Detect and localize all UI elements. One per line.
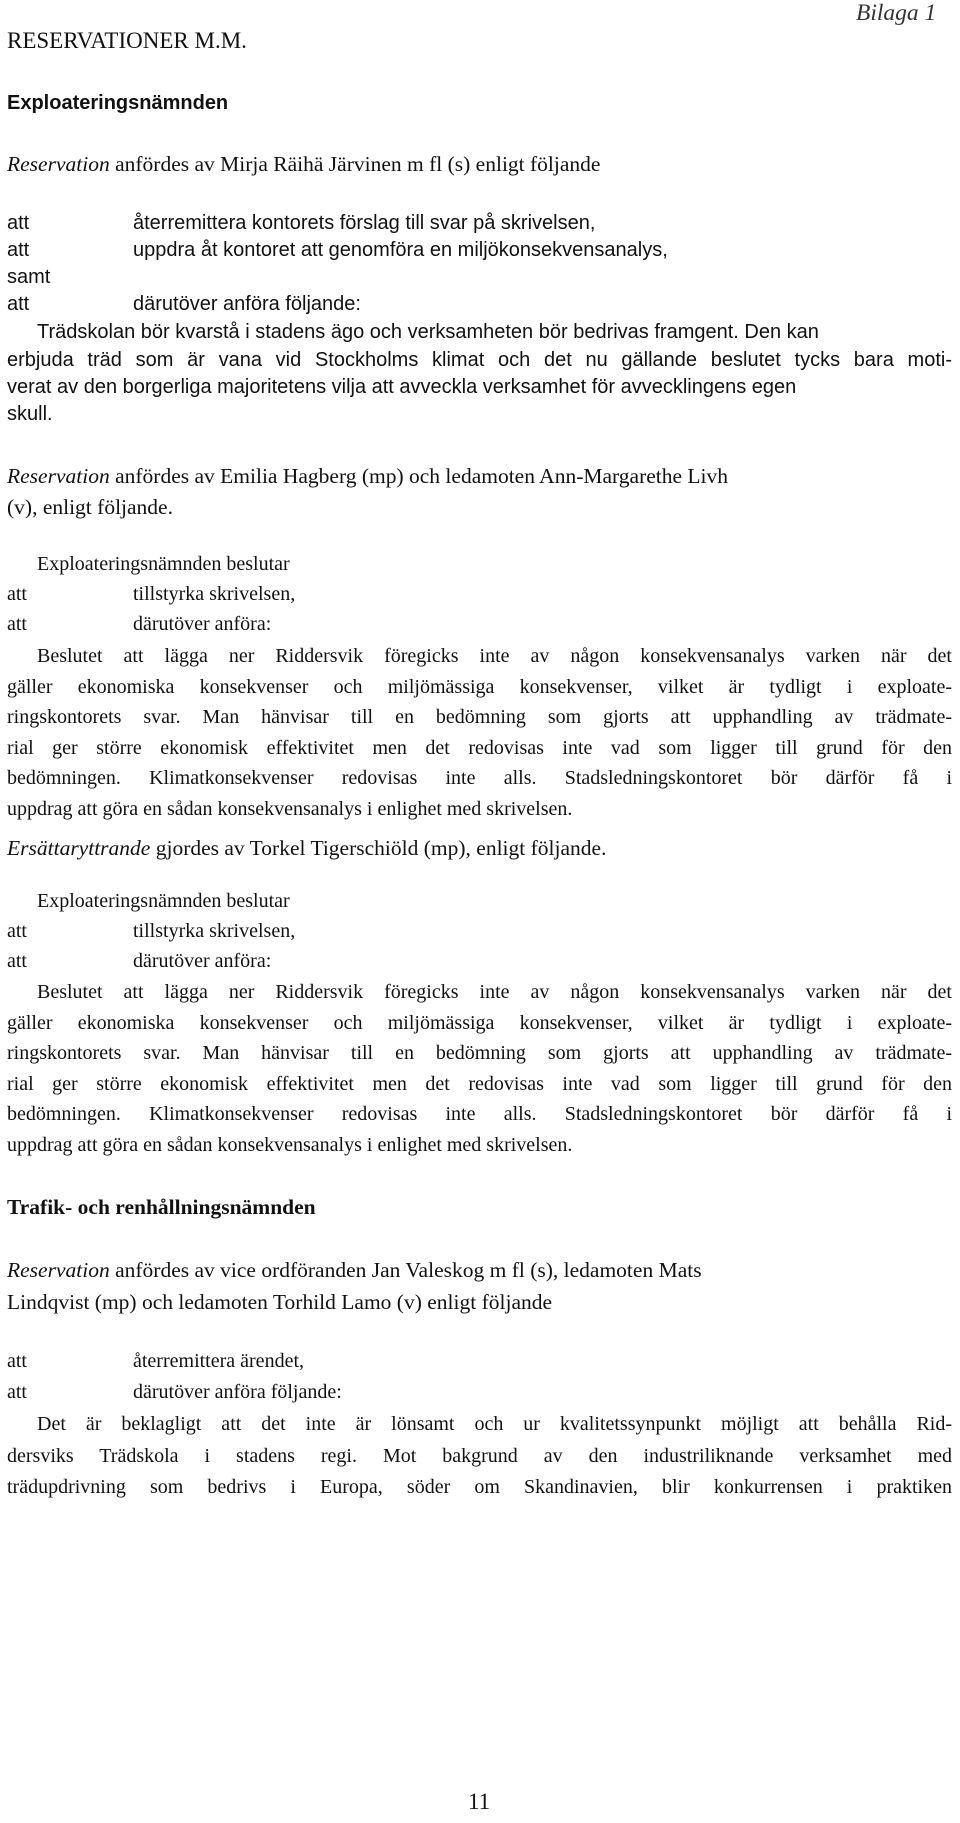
paragraph-line: ringskontorets svar. Man hänvisar till en bedömning som gjorts att upphandling av trädmate- (7, 1042, 952, 1064)
reservation-intro-3 (7, 1258, 702, 1283)
page-number: 11 (468, 1789, 491, 1814)
att-text: därutöver anföra: (133, 950, 272, 972)
att-text: därutöver anföra: (133, 613, 272, 635)
att-key: att (7, 1381, 27, 1403)
ersattaryttrande-intro-text: gjordes av Torkel Tigerschiöld (mp), enligt följande. (155, 836, 607, 860)
paragraph-line: bedömningen. Klimatkonsekvenser redovisas inte alls. Stadsledningskontoret bör därför få i (7, 767, 952, 789)
section-heading-exploatering: Exploateringsnämnden (7, 92, 229, 114)
section-heading-trafik: Trafik- och renhållningsnämnden (7, 1195, 316, 1219)
reservation-intro-2 (7, 464, 728, 489)
paragraph-line: erbjuda träd som är vana vid Stockholms klimat och det nu gällande beslutet tycks bara moti- (7, 349, 952, 371)
ersattaryttrande-intro (7, 836, 606, 861)
paragraph-line: skull. (7, 403, 53, 425)
paragraph-line: ringskontorets svar. Man hänvisar till en bedömning som gjorts att upphandling av trädmate- (7, 706, 952, 728)
reservation-intro-3-line2: Lindqvist (mp) och ledamoten Torhild Lamo (v) enligt följande (7, 1290, 553, 1314)
att-text: därutöver anföra följande: (133, 1381, 342, 1403)
att-text: återremittera ärendet, (133, 1350, 304, 1372)
reservation-label: Reservation (7, 1258, 110, 1282)
paragraph-line: trädupdrivning som bedrivs i Europa, söder om Skandinavien, blir konkurrensen i praktiken (7, 1476, 952, 1498)
att-key: att (7, 293, 30, 315)
document-title: RESERVATIONER M.M. (7, 28, 247, 53)
paragraph-line: rial ger större ekonomisk effektivitet men det redovisas inte vad som ligger till grund för den (7, 737, 952, 759)
paragraph-line: bedömningen. Klimatkonsekvenser redovisas inte alls. Stadsledningskontoret bör därför få i (7, 1103, 952, 1125)
att-text: därutöver anföra följande: (133, 293, 361, 315)
paragraph-line: uppdrag att göra en sådan konsekvensanalys i enlighet med skrivelsen. (7, 1134, 573, 1156)
reservation-intro-text: anfördes av Emilia Hagberg (mp) och ledamoten Ann-Margarethe Livh (115, 464, 729, 488)
att-key: att (7, 1350, 27, 1372)
att-key: att (7, 950, 27, 972)
reservation-label: Reservation (7, 152, 110, 176)
att-key: att (7, 212, 30, 234)
paragraph-line: Det är beklagligt att det inte är lönsamt och ur kvalitetssynpunkt möjligt att behålla Rid- (37, 1413, 952, 1435)
reservation-intro-2-line2: (v), enligt följande. (7, 495, 173, 519)
paragraph-line: Trädskolan bör kvarstå i stadens ägo och verksamheten bör bedrivas framgent. Den kan (37, 321, 819, 343)
paragraph-line: dersviks Trädskola i stadens regi. Mot bakgrund av den industriliknande verksamhet med (7, 1445, 952, 1467)
reservation-intro-1 (7, 152, 600, 177)
paragraph-line: Beslutet att lägga ner Riddersvik föregicks inte av någon konsekvensanalys varken när det (37, 645, 952, 667)
decision-line: Exploateringsnämnden beslutar (37, 890, 290, 912)
paragraph-line: Beslutet att lägga ner Riddersvik föregicks inte av någon konsekvensanalys varken när det (37, 981, 952, 1003)
att-text: tillstyrka skrivelsen, (133, 920, 296, 942)
att-key: att (7, 613, 27, 635)
paragraph-line: rial ger större ekonomisk effektivitet men det redovisas inte vad som ligger till grund för den (7, 1073, 952, 1095)
att-key: att (7, 239, 30, 261)
reservation-intro-text: anfördes av Mirja Räihä Järvinen m fl (s) enligt följande (115, 152, 601, 176)
ersattaryttrande-label: Ersättaryttrande (7, 836, 151, 860)
att-key: samt (7, 266, 51, 288)
att-key: att (7, 583, 27, 605)
reservation-intro-text: anfördes av vice ordföranden Jan Valeskog m fl (s), ledamoten Mats (115, 1258, 702, 1282)
att-key: att (7, 920, 27, 942)
paragraph-line: gäller ekonomiska konsekvenser och miljömässiga konsekvenser, vilket är tydligt i exploate- (7, 676, 952, 698)
appendix-label: Bilaga 1 (856, 0, 937, 26)
paragraph-line: gäller ekonomiska konsekvenser och miljömässiga konsekvenser, vilket är tydligt i exploate- (7, 1012, 952, 1034)
paragraph-line: uppdrag att göra en sådan konsekvensanalys i enlighet med skrivelsen. (7, 798, 573, 820)
att-text: uppdra åt kontoret att genomföra en miljökonsekvensanalys, (133, 239, 668, 261)
att-text: återremittera kontorets förslag till svar på skrivelsen, (133, 212, 596, 234)
paragraph-line: verat av den borgerliga majoritetens vilja att avveckla verksamhet för avvecklingens egen (7, 376, 797, 398)
decision-line: Exploateringsnämnden beslutar (37, 553, 290, 575)
att-text: tillstyrka skrivelsen, (133, 583, 296, 605)
reservation-label: Reservation (7, 464, 110, 488)
